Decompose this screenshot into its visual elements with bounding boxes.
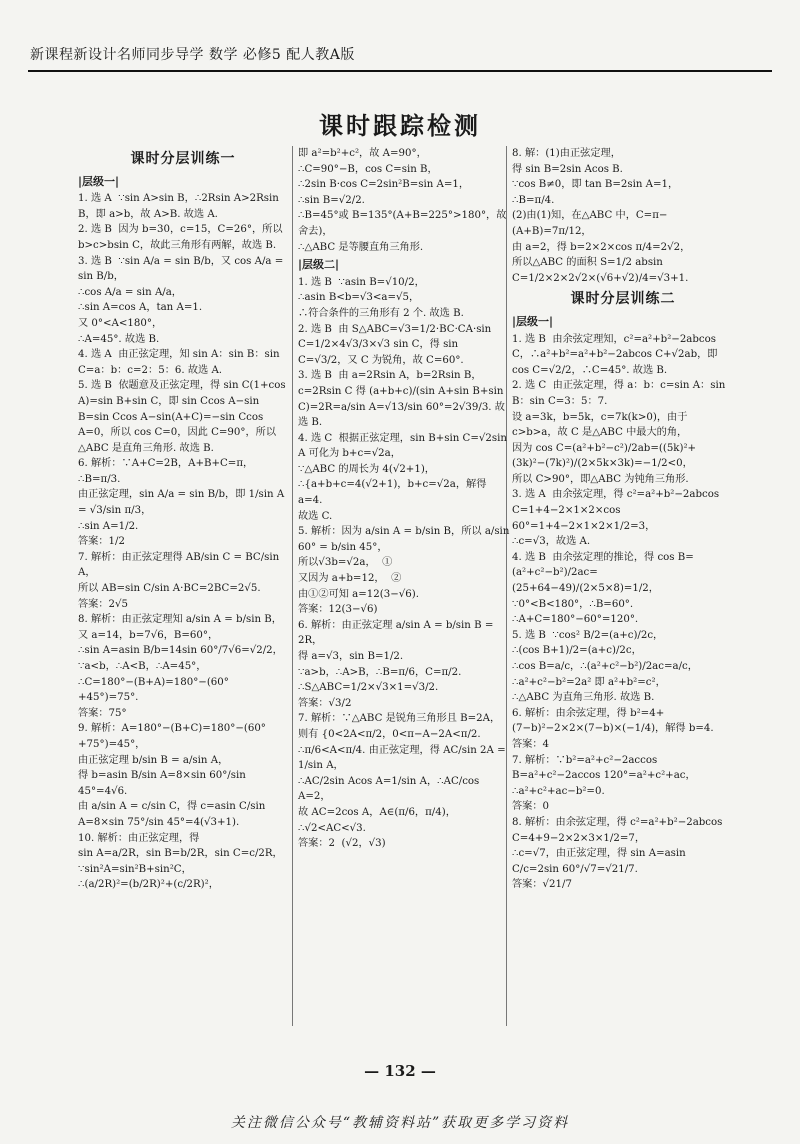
answer-line: ∵0°<B<180°，∴B=60°. [512, 598, 634, 610]
answer-line: 4. 选 C 根据正弦定理，sin B+sin C=√2sin A 可化为 b+c=√2a， [298, 432, 511, 460]
answer-line: ∴π/6<A<π/4. 由正弦定理，得 AC/sin 2A = 1/sin A， [298, 744, 509, 772]
answer-line: 6. 解析：由正弦定理 a/sin A = b/sin B = 2R， [298, 619, 497, 647]
answer-line: 8. 解：(1)由正弦定理， [512, 148, 621, 159]
answer-line: 则有 {0<2A<π/2，0<π−A−2A<π/2. [298, 728, 481, 740]
answer-list [512, 332, 734, 893]
answer-line: sin A=a/2R，sin B=b/2R，sin C=c/2R， [78, 848, 283, 860]
answer-line: 7. 解析：∵△ABC 是锐角三角形且 B=2A， [298, 713, 501, 725]
answer-line: 由 a=2，得 b=2×2×cos π/4=2√2， [512, 241, 691, 253]
answer-line: ∴a²+c²−b²=2a² 即 a²+b²=c²， [512, 676, 666, 688]
answer-line: 答案：12(3−√6) [298, 604, 378, 616]
answer-line: 7. 解析：∵b²=a²+c²−2accos B=a²+c²−2accos 120°=a²+c²+ac， [512, 754, 696, 782]
answer-line: 故 AC=2cos A，A∈(π/6，π/4)， [298, 806, 456, 818]
column-2 [298, 146, 513, 852]
answer-list [512, 146, 734, 286]
answer-line: ∵sin²A=sin²B+sin²C， [78, 863, 192, 875]
column-3 [512, 146, 734, 893]
answer-line: 3. 选 A 由余弦定理，得 c²=a²+b²−2abcos C=1+4−2×1×2×cos 60°=1+4−2×1×2×1/2=3， [512, 489, 723, 532]
page-number: — 132 — [364, 1062, 436, 1080]
answer-line: 3. 选 B ∵sin A/a = sin B/b，又 cos A/a = sin B/b， [78, 255, 287, 283]
answer-line: ∴B=π/3. [78, 473, 121, 485]
answer-line: 又 0°<A<180°， [78, 317, 163, 329]
answer-line: ∴{a+b+c=4(√2+1)，b+c=√2a，解得 a=4. [298, 479, 490, 507]
answer-line: ∴sin A=1/2. [78, 520, 139, 532]
answer-line: 2. 选 B 由 S△ABC=√3=1/2·BC·CA·sin C=1/2×4√3/3×√3 sin C，得 sin C=√3/2，又 C 为锐角，故 C=60°. [298, 323, 495, 366]
answer-line: ∴sin B=√2/2. [298, 194, 365, 206]
answer-line: 8. 解析：由余弦定理，得 c²=a²+b²−2abcos C=4+9−2×2×3×1/2=7， [512, 816, 726, 844]
answer-line: 设 a=3k，b=5k，c=7k(k>0)，由于 c>b>a，故 C 是△ABC 中最大的角， [512, 411, 691, 439]
answer-line: 由 a/sin A = c/sin C，得 c=asin C/sin A=8×sin 75°/sin 45°=4(√3+1). [78, 801, 269, 828]
answer-line: ∴cos A/a = sin A/a， [78, 286, 182, 298]
answer-line: 1. 选 A ∵sin A>sin B，∴2Rsin A>2Rsin B，即 a>b，故 A>B. 故选 A. [78, 193, 283, 220]
answer-line: ∴△ABC 为直角三角形. 故选 B. [512, 692, 655, 704]
answer-line: 得 a=√3，sin B=1/2. [298, 651, 404, 662]
answer-line: ∴c=√7，由正弦定理，得 sin A=asin C/c=2sin 60°/√7=√21/7. [512, 848, 689, 875]
answer-line: ∴C=180°−(B+A)=180°−(60°+45°)=75°. [78, 676, 229, 704]
answer-line: 所以 C>90°，即△ABC 为钝角三角形. [512, 473, 689, 485]
answer-list [298, 146, 510, 255]
section-title: 课时分层训练一 [130, 151, 236, 167]
answer-line: 故选 C. [298, 510, 333, 522]
answer-line: 5. 选 B ∵cos² B/2=(a+c)/2c， [512, 629, 664, 641]
page-header: 新课程新设计名师同步导学 数学 必修5 配人教A版 [30, 47, 355, 63]
answer-line: 又因为 a+b=12， ② [298, 573, 402, 585]
answer-line: 答案：4 [512, 738, 550, 750]
answer-line: 因为 cos C=(a²+b²−c²)/2ab=((5k)²+(3k)²−(7k)²)/(2×5k×3k)=−1/2<0， [512, 442, 697, 470]
answer-line: 8. 解析：由正弦定理知 a/sin A = b/sin B， [78, 614, 282, 626]
answer-line: 答案：1/2 [78, 536, 125, 548]
answer-line: ∴a²+c²+ac−b²=0. [512, 785, 605, 797]
answer-line: ∴(a/2R)²=(b/2R)²+(c/2R)²， [78, 879, 219, 891]
answer-line: 答案：√21/7 [512, 879, 572, 891]
answer-line: ∴A=45°. 故选 B. [78, 333, 160, 345]
answer-line: ∴S△ABC=1/2×√3×1=√3/2. [298, 682, 439, 694]
answer-line: ∴sin A=asin B/b=14sin 60°/7√6=√2/2， [78, 645, 283, 657]
answer-line: 由①②可知 a=12(3−√6). [298, 588, 419, 600]
answer-line: 答案：2 (√2，√3) [298, 838, 386, 850]
answer-line: 10. 解析：由正弦定理，得 [78, 832, 200, 844]
answer-line: 得 sin B=2sin Acos B. [512, 163, 623, 175]
answer-line: ∴(cos B+1)/2=(a+c)/2c， [512, 645, 642, 657]
level-label: |层级二| [298, 258, 340, 272]
answer-line: ∴B=45°或 B=135°(A+B=225°>180°，故舍去)， [298, 210, 507, 237]
answer-line: 所以 AB=sin C/sin A·BC=2BC=2√5. [78, 583, 261, 595]
answer-line: 1. 选 B ∵asin B=√10/2， [298, 276, 425, 288]
answer-line: 4. 选 B 由余弦定理的推论，得 cos B=(a²+c²−b²)/2ac=(25+64−49)/(2×5×8)=1/2， [512, 551, 694, 595]
answer-line: 即 a²=b²+c²，故 A=90°， [298, 148, 427, 159]
answer-line: (2)由(1)知，在△ABC 中，C=π−(A+B)=7π/12， [512, 210, 668, 237]
answer-line: ∴△ABC 是等腰直角三角形. [298, 241, 424, 253]
answer-line: ∴符合条件的三角形有 2 个. 故选 B. [298, 307, 464, 319]
answer-line: ∴√2<AC<√3. [298, 822, 366, 834]
column-divider [292, 146, 293, 1026]
answer-line: 5. 选 B 依题意及正弦定理，得 sin C(1+cos A)=sin B+sin C，即 sin Ccos A−sin B=sin Ccos A−sin(A+C)=−sin Ccos A=0，所以 cos C=0，因此 C=90°，所以△ABC 是直角三角形. 故选 B. [78, 380, 289, 454]
answer-line: 6. 解析：∵A+C=2B，A+B+C=π， [78, 458, 254, 470]
answer-line: ∵a<b，∴A<B，∴A=45°， [78, 661, 207, 672]
answer-line: ∴C=90°−B，cos C=sin B， [298, 163, 438, 175]
answer-line: ∵cos B≠0，即 tan B=2sin A=1， [512, 179, 679, 191]
answer-line: 答案：0 [512, 801, 550, 813]
answer-line: ∴asin B<b=√3<a=√5， [298, 292, 420, 304]
answer-line: 答案：75° [78, 707, 127, 719]
answer-list [298, 275, 513, 852]
answer-line: ∴B=π/4. [512, 194, 555, 206]
answer-line: ∴AC/2sin Acos A=1/sin A，∴AC/cos A=2， [298, 775, 483, 803]
answer-line: ∴cos B=a/c，∴(a²+c²−b²)/2ac=a/c， [512, 661, 698, 672]
answer-line: 5. 解析：因为 a/sin A = b/sin B，所以 a/sin 60° = b/sin 45°， [298, 526, 513, 553]
header-rule [28, 70, 772, 72]
column-1 [78, 146, 288, 893]
answer-line: 3. 选 B 由 a=2Rsin A，b=2Rsin B，c=2Rsin C 得 (a+b+c)/(sin A+sin B+sin C)=2R=a/sin A=√13/sin 60°=2√39/3. 故选 B. [298, 370, 507, 429]
answer-line: ∴2sin B·cos C=2sin²B=sin A=1， [298, 179, 470, 191]
level-label: |层级一| [512, 314, 554, 328]
answer-line: 1. 选 B 由余弦定理知，c²=a²+b²−2abcos C，∴a²+b²=a²+b²−2abcos C+√2ab，即 cos C=√2/2，∴C=45°. 故选 B. [512, 333, 721, 376]
answer-line: 由正弦定理，sin A/a = sin B/b，即 1/sin A = √3/sin π/3， [78, 489, 288, 517]
answer-line: 2. 选 C 由正弦定理，得 a：b：c=sin A：sin B：sin C=3：5：7. [512, 380, 729, 407]
answer-line: ∴A+C=180°−60°=120°. [512, 614, 639, 626]
answer-line: 由正弦定理 b/sin B = a/sin A， [78, 754, 229, 766]
answer-line: 所以△ABC 的面积 S=1/2 absin C=1/2×2×2√2×(√6+√2)/4=√3+1. [512, 257, 689, 284]
answer-line: ∵a>b，∴A>B，∴B=π/6，C=π/2. [298, 666, 462, 678]
answer-line: 7. 解析：由正弦定理得 AB/sin C = BC/sin A， [78, 551, 283, 579]
answer-line: 2. 选 B 因为 b=30，c=15，C=26°，所以 b>c>bsin C，故此三角形有两解，故选 B. [78, 224, 286, 251]
page-title: 课时跟踪检测 [319, 111, 481, 140]
answer-line: 6. 解析：由余弦定理，得 b²=4+(7−b)²−2×2×(7−b)×(−1/4)，解得 b=4. [512, 707, 714, 735]
answer-line: ∴c=√3，故选 A. [512, 536, 591, 548]
level-label: |层级一| [78, 174, 120, 188]
answer-line: 所以√3b=√2a， ① [298, 557, 393, 569]
answer-line: 答案：√3/2 [298, 697, 352, 709]
answer-list [78, 191, 288, 893]
answer-line: 9. 解析：A=180°−(B+C)=180°−(60°+75°)=45°， [78, 723, 266, 750]
footer-note: 关注微信公众号“教辅资料站”获取更多学习资料 [230, 1115, 570, 1131]
answer-line: 答案：2√5 [78, 598, 129, 610]
answer-line: ∴sin A=cos A，tan A=1. [78, 302, 203, 314]
answer-line: 又 a=14，b=7√6，B=60°， [78, 629, 219, 641]
answer-line: ∵△ABC 的周长为 4(√2+1)， [298, 463, 435, 475]
section-title: 课时分层训练二 [570, 291, 676, 308]
answer-line: 4. 选 A 由正弦定理，知 sin A：sin B：sin C=a：b：c=2：5：6. 故选 A. [78, 349, 283, 376]
answer-line: 得 b=asin B/sin A=8×sin 60°/sin 45°=4√6. [78, 770, 250, 797]
